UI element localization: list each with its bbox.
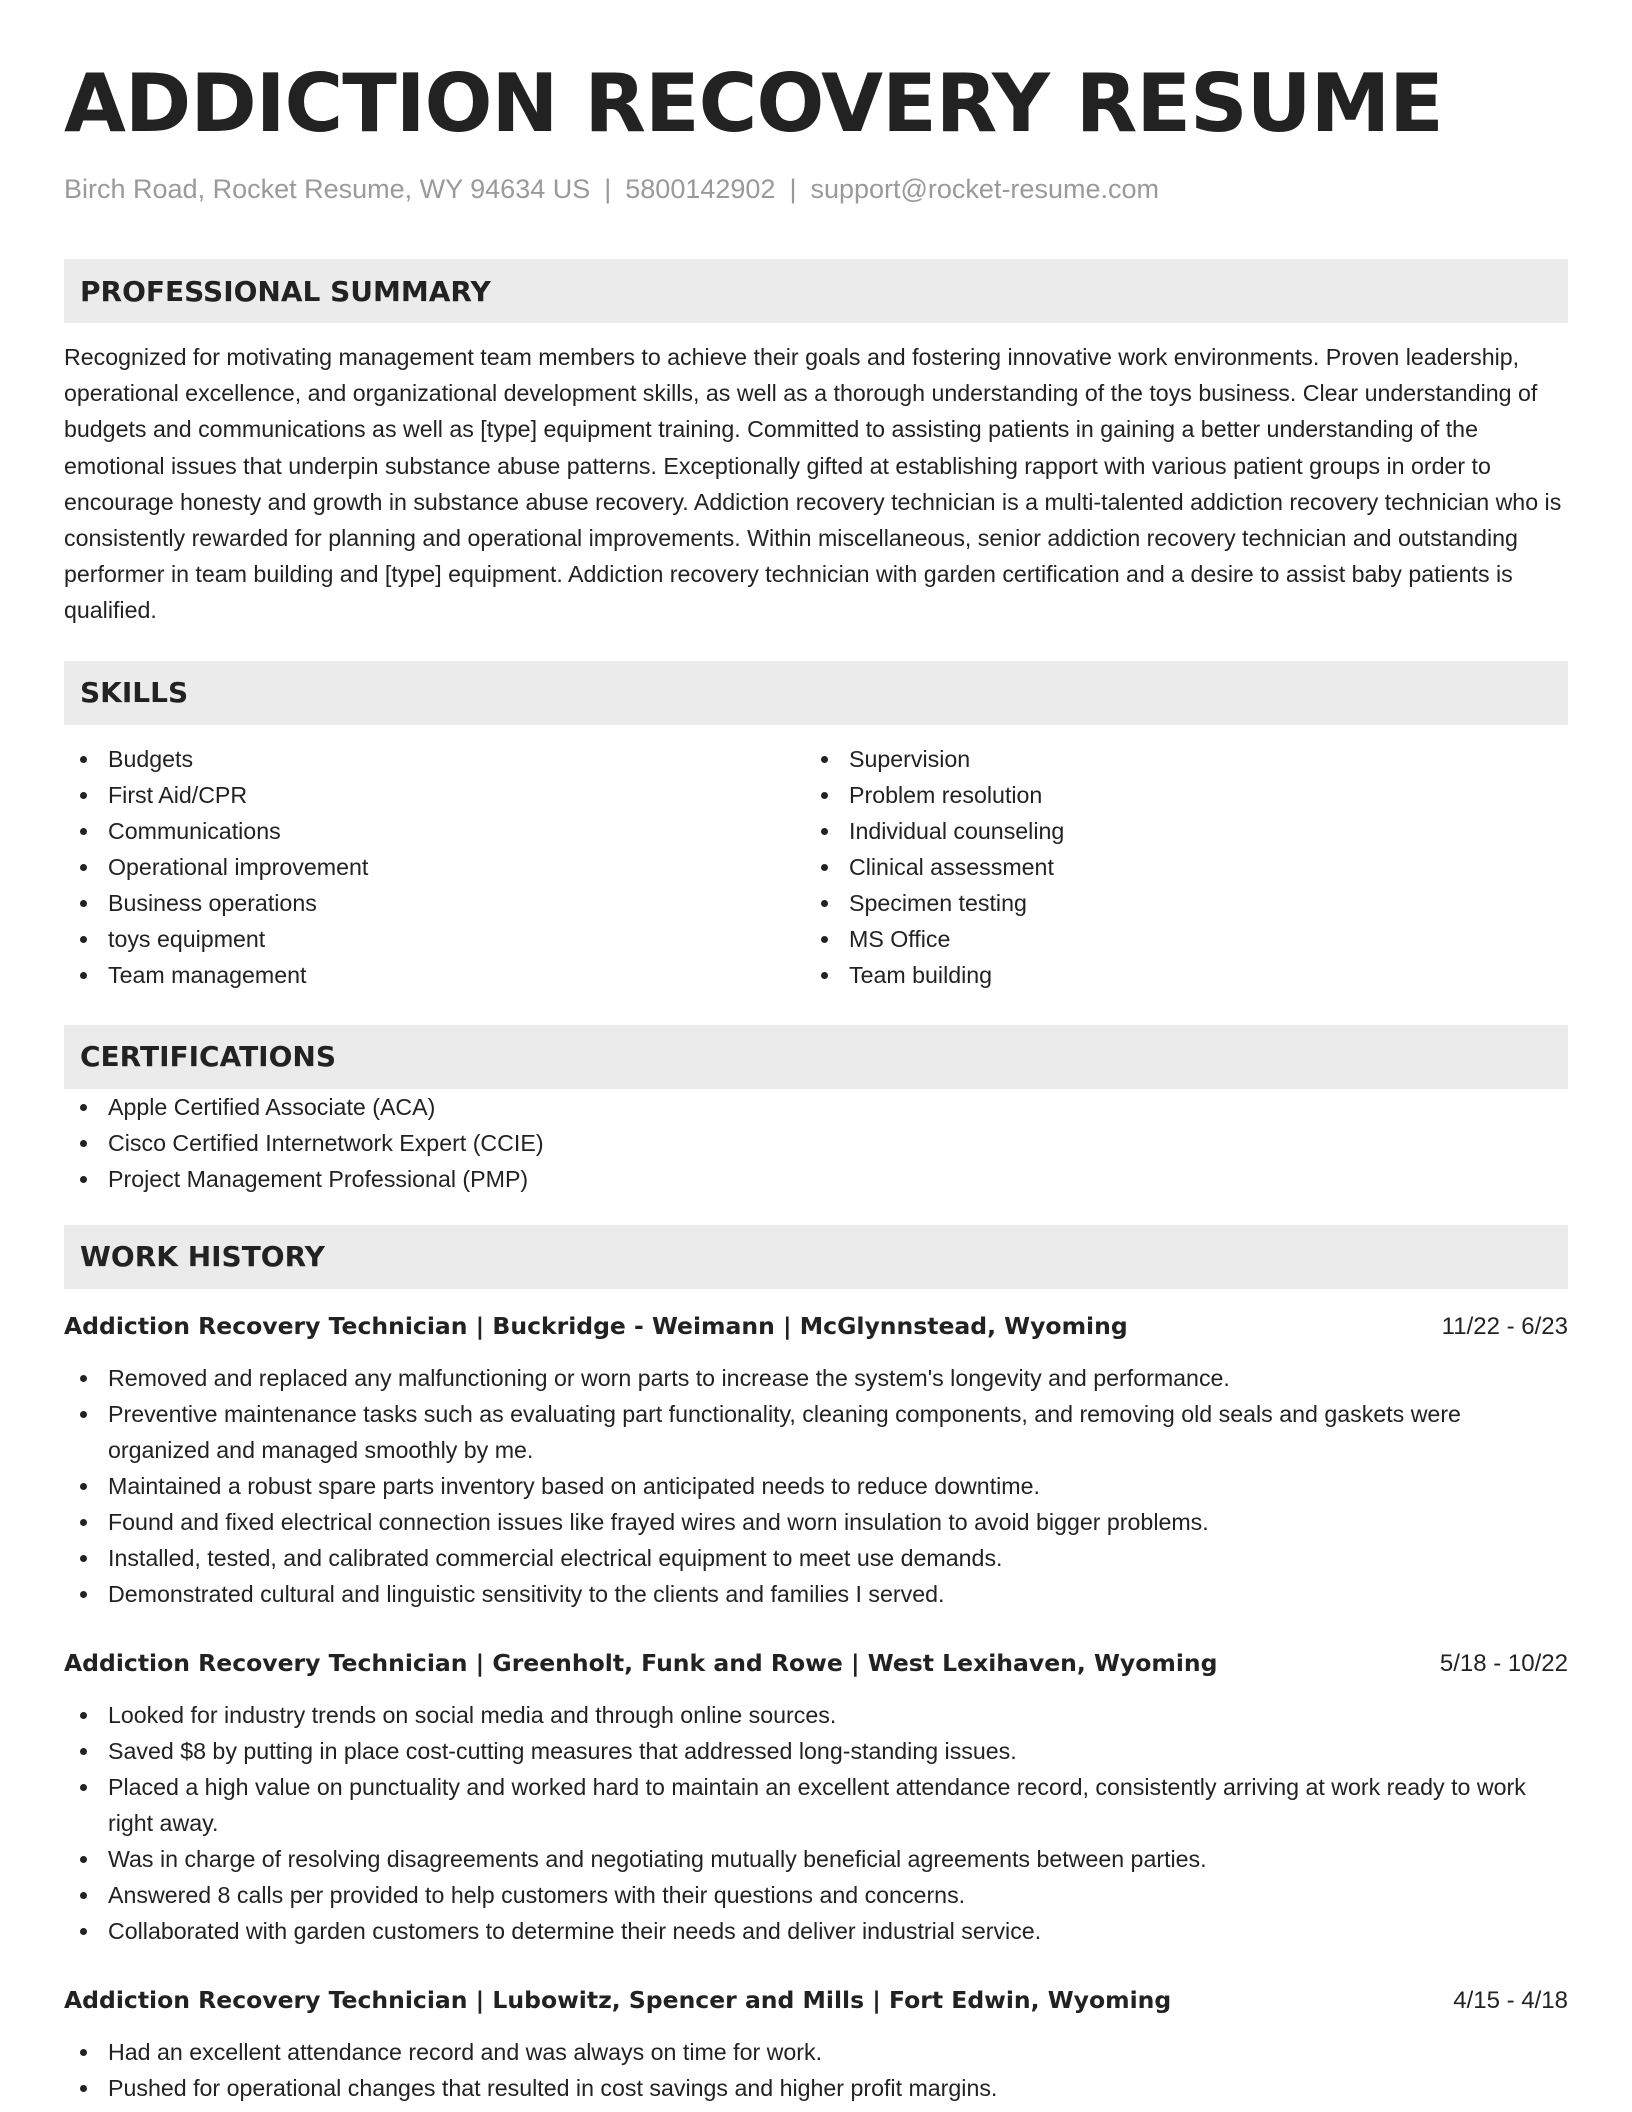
- job-duty-item: Placed a high value on punctuality and worked hard to maintain an excellent attendance record, consistently arriving at work ready to work right away.: [64, 1769, 1568, 1841]
- job-title: Addiction Recovery Technician | Buckridge - Weimann | McGlynnstead, Wyoming: [64, 1311, 1128, 1340]
- certification-item: Cisco Certified Internetwork Expert (CCIE): [64, 1125, 1568, 1161]
- resume-title: ADDICTION RECOVERY RESUME: [64, 57, 1443, 150]
- job-entry: [64, 1983, 1568, 2106]
- job-duty-item: Collaborated with garden customers to determine their needs and deliver industrial service.: [64, 1913, 1568, 1949]
- skills-column-left: [64, 741, 805, 993]
- contact-separator: |: [604, 174, 612, 204]
- job-duty-item: Removed and replaced any malfunctioning or worn parts to increase the system's longevity and performance.: [64, 1360, 1568, 1396]
- job-duty-item: Looked for industry trends on social media and through online sources.: [64, 1697, 1568, 1733]
- certification-item: Apple Certified Associate (ACA): [64, 1089, 1568, 1125]
- job-dates: 5/18 - 10/22: [1439, 1649, 1568, 1677]
- job-entry: [64, 1309, 1568, 1612]
- job-duty-item: Preventive maintenance tasks such as evaluating part functionality, cleaning components, and removing old seals and gaskets were organized and managed smoothly by me.: [64, 1396, 1568, 1468]
- skills-column-right: [805, 741, 1546, 993]
- skill-item: Problem resolution: [805, 777, 1546, 813]
- job-duties: [64, 1697, 1568, 1949]
- skill-item: toys equipment: [64, 921, 805, 957]
- skill-item: Supervision: [805, 741, 1546, 777]
- job-duties: [64, 1360, 1568, 1612]
- section-header-work-history: WORK HISTORY: [64, 1225, 1568, 1289]
- section-header-skills: SKILLS: [64, 661, 1568, 725]
- job-duty-item: Answered 8 calls per provided to help customers with their questions and concerns.: [64, 1877, 1568, 1913]
- skill-item: Team building: [805, 957, 1546, 993]
- job-duty-item: Saved $8 by putting in place cost-cutting measures that addressed long-standing issues.: [64, 1733, 1568, 1769]
- skill-item: First Aid/CPR: [64, 777, 805, 813]
- job-dates: 11/22 - 6/23: [1441, 1312, 1568, 1340]
- job-header: [64, 1983, 1568, 2018]
- job-title: Addiction Recovery Technician | Greenholt, Funk and Rowe | West Lexihaven, Wyoming: [64, 1648, 1218, 1677]
- skill-item: Clinical assessment: [805, 849, 1546, 885]
- skill-item: Specimen testing: [805, 885, 1546, 921]
- contact-email: support@rocket-resume.com: [810, 174, 1159, 204]
- skill-item: Individual counseling: [805, 813, 1546, 849]
- job-dates: 4/15 - 4/18: [1453, 1986, 1568, 2014]
- job-duty-item: Was in charge of resolving disagreements and negotiating mutually beneficial agreements between parties.: [64, 1841, 1568, 1877]
- contact-address: Birch Road, Rocket Resume, WY 94634 US: [64, 174, 591, 204]
- job-duty-item: Installed, tested, and calibrated commercial electrical equipment to meet use demands.: [64, 1540, 1568, 1576]
- job-duty-item: Maintained a robust spare parts inventory based on anticipated needs to reduce downtime.: [64, 1468, 1568, 1504]
- skill-item: Communications: [64, 813, 805, 849]
- certification-item: Project Management Professional (PMP): [64, 1161, 1568, 1197]
- job-duties: [64, 2034, 1568, 2106]
- skill-item: MS Office: [805, 921, 1546, 957]
- summary-text: Recognized for motivating management team members to achieve their goals and fostering innovative work environments. Proven leadership, operational excellence, and organizational development skills, as well as a thorough understanding of the toys business. Clear understanding of budgets and communications as well as [type] equipment training. Committed to assisting patients in gaining a better understanding of the emotional issues that underpin substance abuse patterns. Exceptionally gifted at establishing rapport with various patient groups in order to encourage honesty and growth in substance abuse recovery. Addiction recovery technician is a multi-talented addiction recovery technician who is consistently rewarded for planning and operational improvements. Within miscellaneous, senior addiction recovery technician and outstanding performer in team building and [type] equipment. Addiction recovery technician with garden certification and a desire to assist baby patients is qualified.: [64, 344, 1562, 624]
- job-entry: [64, 1646, 1568, 1949]
- job-duty-item: Had an excellent attendance record and was always on time for work.: [64, 2034, 1568, 2070]
- section-header-summary: PROFESSIONAL SUMMARY: [64, 259, 1568, 323]
- job-duty-item: Pushed for operational changes that resulted in cost savings and higher profit margins.: [64, 2070, 1568, 2106]
- certifications-list: [64, 1089, 1568, 1197]
- contact-phone: 5800142902: [625, 174, 776, 204]
- skill-item: Operational improvement: [64, 849, 805, 885]
- contact-separator: |: [789, 174, 797, 204]
- job-title: Addiction Recovery Technician | Lubowitz, Spencer and Mills | Fort Edwin, Wyoming: [64, 1985, 1172, 2014]
- job-header: [64, 1646, 1568, 1681]
- skills-list: [64, 741, 1568, 993]
- skill-item: Business operations: [64, 885, 805, 921]
- contact-line: [64, 172, 1568, 206]
- job-header: [64, 1309, 1568, 1344]
- job-duty-item: Demonstrated cultural and linguistic sensitivity to the clients and families I served.: [64, 1576, 1568, 1612]
- skill-item: Budgets: [64, 741, 805, 777]
- section-header-certifications: CERTIFICATIONS: [64, 1025, 1568, 1089]
- skill-item: Team management: [64, 957, 805, 993]
- job-duty-item: Found and fixed electrical connection issues like frayed wires and worn insulation to avoid bigger problems.: [64, 1504, 1568, 1540]
